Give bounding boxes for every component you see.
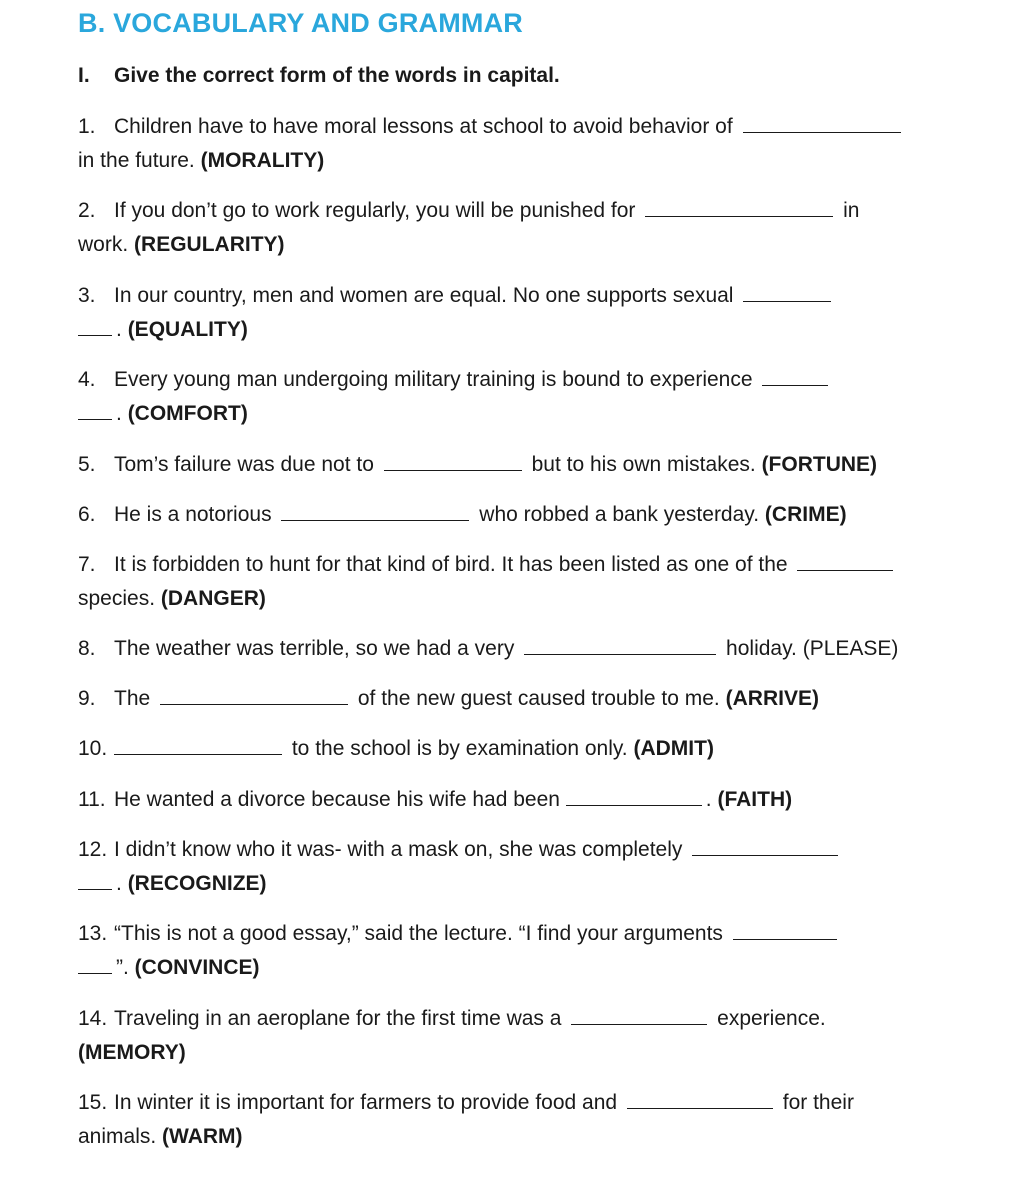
question-number: 15. [78,1091,108,1114]
answer-blank[interactable] [160,686,348,705]
answer-blank-continued[interactable] [78,401,112,420]
question-text: but to his own mistakes. [531,453,756,476]
capital-word: (FAITH) [717,788,793,811]
question-text: in the future. [78,149,195,172]
question-text: holiday. (PLEASE) [726,637,899,660]
answer-blank[interactable] [627,1090,773,1109]
question-3 [78,281,978,349]
capital-word: (CRIME) [764,503,847,526]
question-12 [78,835,978,903]
answer-blank[interactable] [733,921,837,940]
capital-word: (MEMORY) [78,1041,186,1064]
capital-word: (FORTUNE) [761,453,878,476]
question-text: Tom’s failure was due not to [114,453,374,476]
answer-blank-continued[interactable] [78,955,112,974]
capital-word: (ADMIT) [633,737,714,760]
question-11 [78,785,978,819]
question-text: ”. [116,956,129,979]
capital-word: (MORALITY) [200,149,325,172]
capital-word: (REGULARITY) [134,233,285,256]
capital-word: (EQUALITY) [127,318,248,341]
question-8 [78,634,978,668]
question-number: 3. [78,284,96,307]
question-1 [78,112,978,180]
answer-blank[interactable] [692,837,838,856]
question-4 [78,365,978,433]
question-number: 13. [78,922,108,945]
question-text: for their [782,1091,854,1114]
task-number: I. [78,64,90,87]
answer-blank[interactable] [645,198,833,217]
question-number: 1. [78,115,96,138]
question-15 [78,1088,978,1156]
question-text: work. [78,233,129,256]
answer-blank[interactable] [384,452,522,471]
answer-blank-continued[interactable] [78,871,112,890]
answer-blank[interactable] [762,367,828,386]
question-5 [78,450,978,484]
question-number: 10. [78,737,108,760]
question-text: of the new guest caused trouble to me. [357,687,720,710]
question-text: It is forbidden to hunt for that kind of bird. It has been listed as one of the [114,553,788,576]
question-text: If you don’t go to work regularly, you will be punished for [114,199,636,222]
question-text: The [114,687,151,710]
question-9 [78,684,978,718]
answer-blank[interactable] [566,787,702,806]
capital-word: (ARRIVE) [725,687,819,710]
question-number: 9. [78,687,96,710]
capital-word: (CONVINCE) [134,956,260,979]
capital-word: (RECOGNIZE) [127,872,267,895]
question-text: In our country, men and women are equal. No one supports sexual [114,284,734,307]
question-2 [78,196,978,264]
answer-blank[interactable] [114,736,282,755]
section-heading: B. VOCABULARY AND GRAMMAR [78,8,523,38]
question-13 [78,919,978,987]
question-6 [78,500,978,534]
question-7 [78,550,978,618]
question-14 [78,1004,978,1072]
answer-blank[interactable] [524,636,716,655]
question-text: In winter it is important for farmers to provide food and [114,1091,618,1114]
question-number: 5. [78,453,96,476]
capital-word: (DANGER) [160,587,266,610]
answer-blank[interactable] [571,1006,707,1025]
answer-blank-continued[interactable] [78,317,112,336]
question-number: 8. [78,637,96,660]
question-text: in [843,199,860,222]
capital-word: (COMFORT) [127,402,248,425]
answer-blank[interactable] [281,502,469,521]
question-text: Traveling in an aeroplane for the first time was a [114,1007,562,1030]
question-text: who robbed a bank yesterday. [479,503,760,526]
question-text: I didn’t know who it was- with a mask on, she was completely [114,838,683,861]
question-text: . [116,872,122,895]
question-text: He is a notorious [114,503,272,526]
question-number: 4. [78,368,96,391]
question-text: Children have to have moral lessons at school to avoid behavior of [114,115,733,138]
question-number: 7. [78,553,96,576]
question-text: . [116,402,122,425]
question-text: Every young man undergoing military training is bound to experience [114,368,753,391]
question-text: . [705,788,712,811]
question-10 [78,734,978,768]
question-text: experience. [717,1007,826,1030]
question-text: animals. [78,1125,157,1148]
question-text: “This is not a good essay,” said the lecture. “I find your arguments [114,922,723,945]
answer-blank[interactable] [743,114,901,133]
answer-blank[interactable] [797,552,893,571]
question-text: The weather was terrible, so we had a very [114,637,515,660]
question-number: 2. [78,199,96,222]
question-text: to the school is by examination only. [291,737,628,760]
question-number: 12. [78,838,108,861]
task-text: Give the correct form of the words in capital. [114,64,560,87]
question-number: 6. [78,503,96,526]
question-text: . [116,318,122,341]
question-text: species. [78,587,156,610]
question-text: He wanted a divorce because his wife had been [114,788,560,811]
capital-word: (WARM) [162,1125,243,1148]
answer-blank[interactable] [743,283,831,302]
question-number: 11. [78,788,106,811]
task-instruction [78,64,560,88]
question-number: 14. [78,1007,108,1030]
